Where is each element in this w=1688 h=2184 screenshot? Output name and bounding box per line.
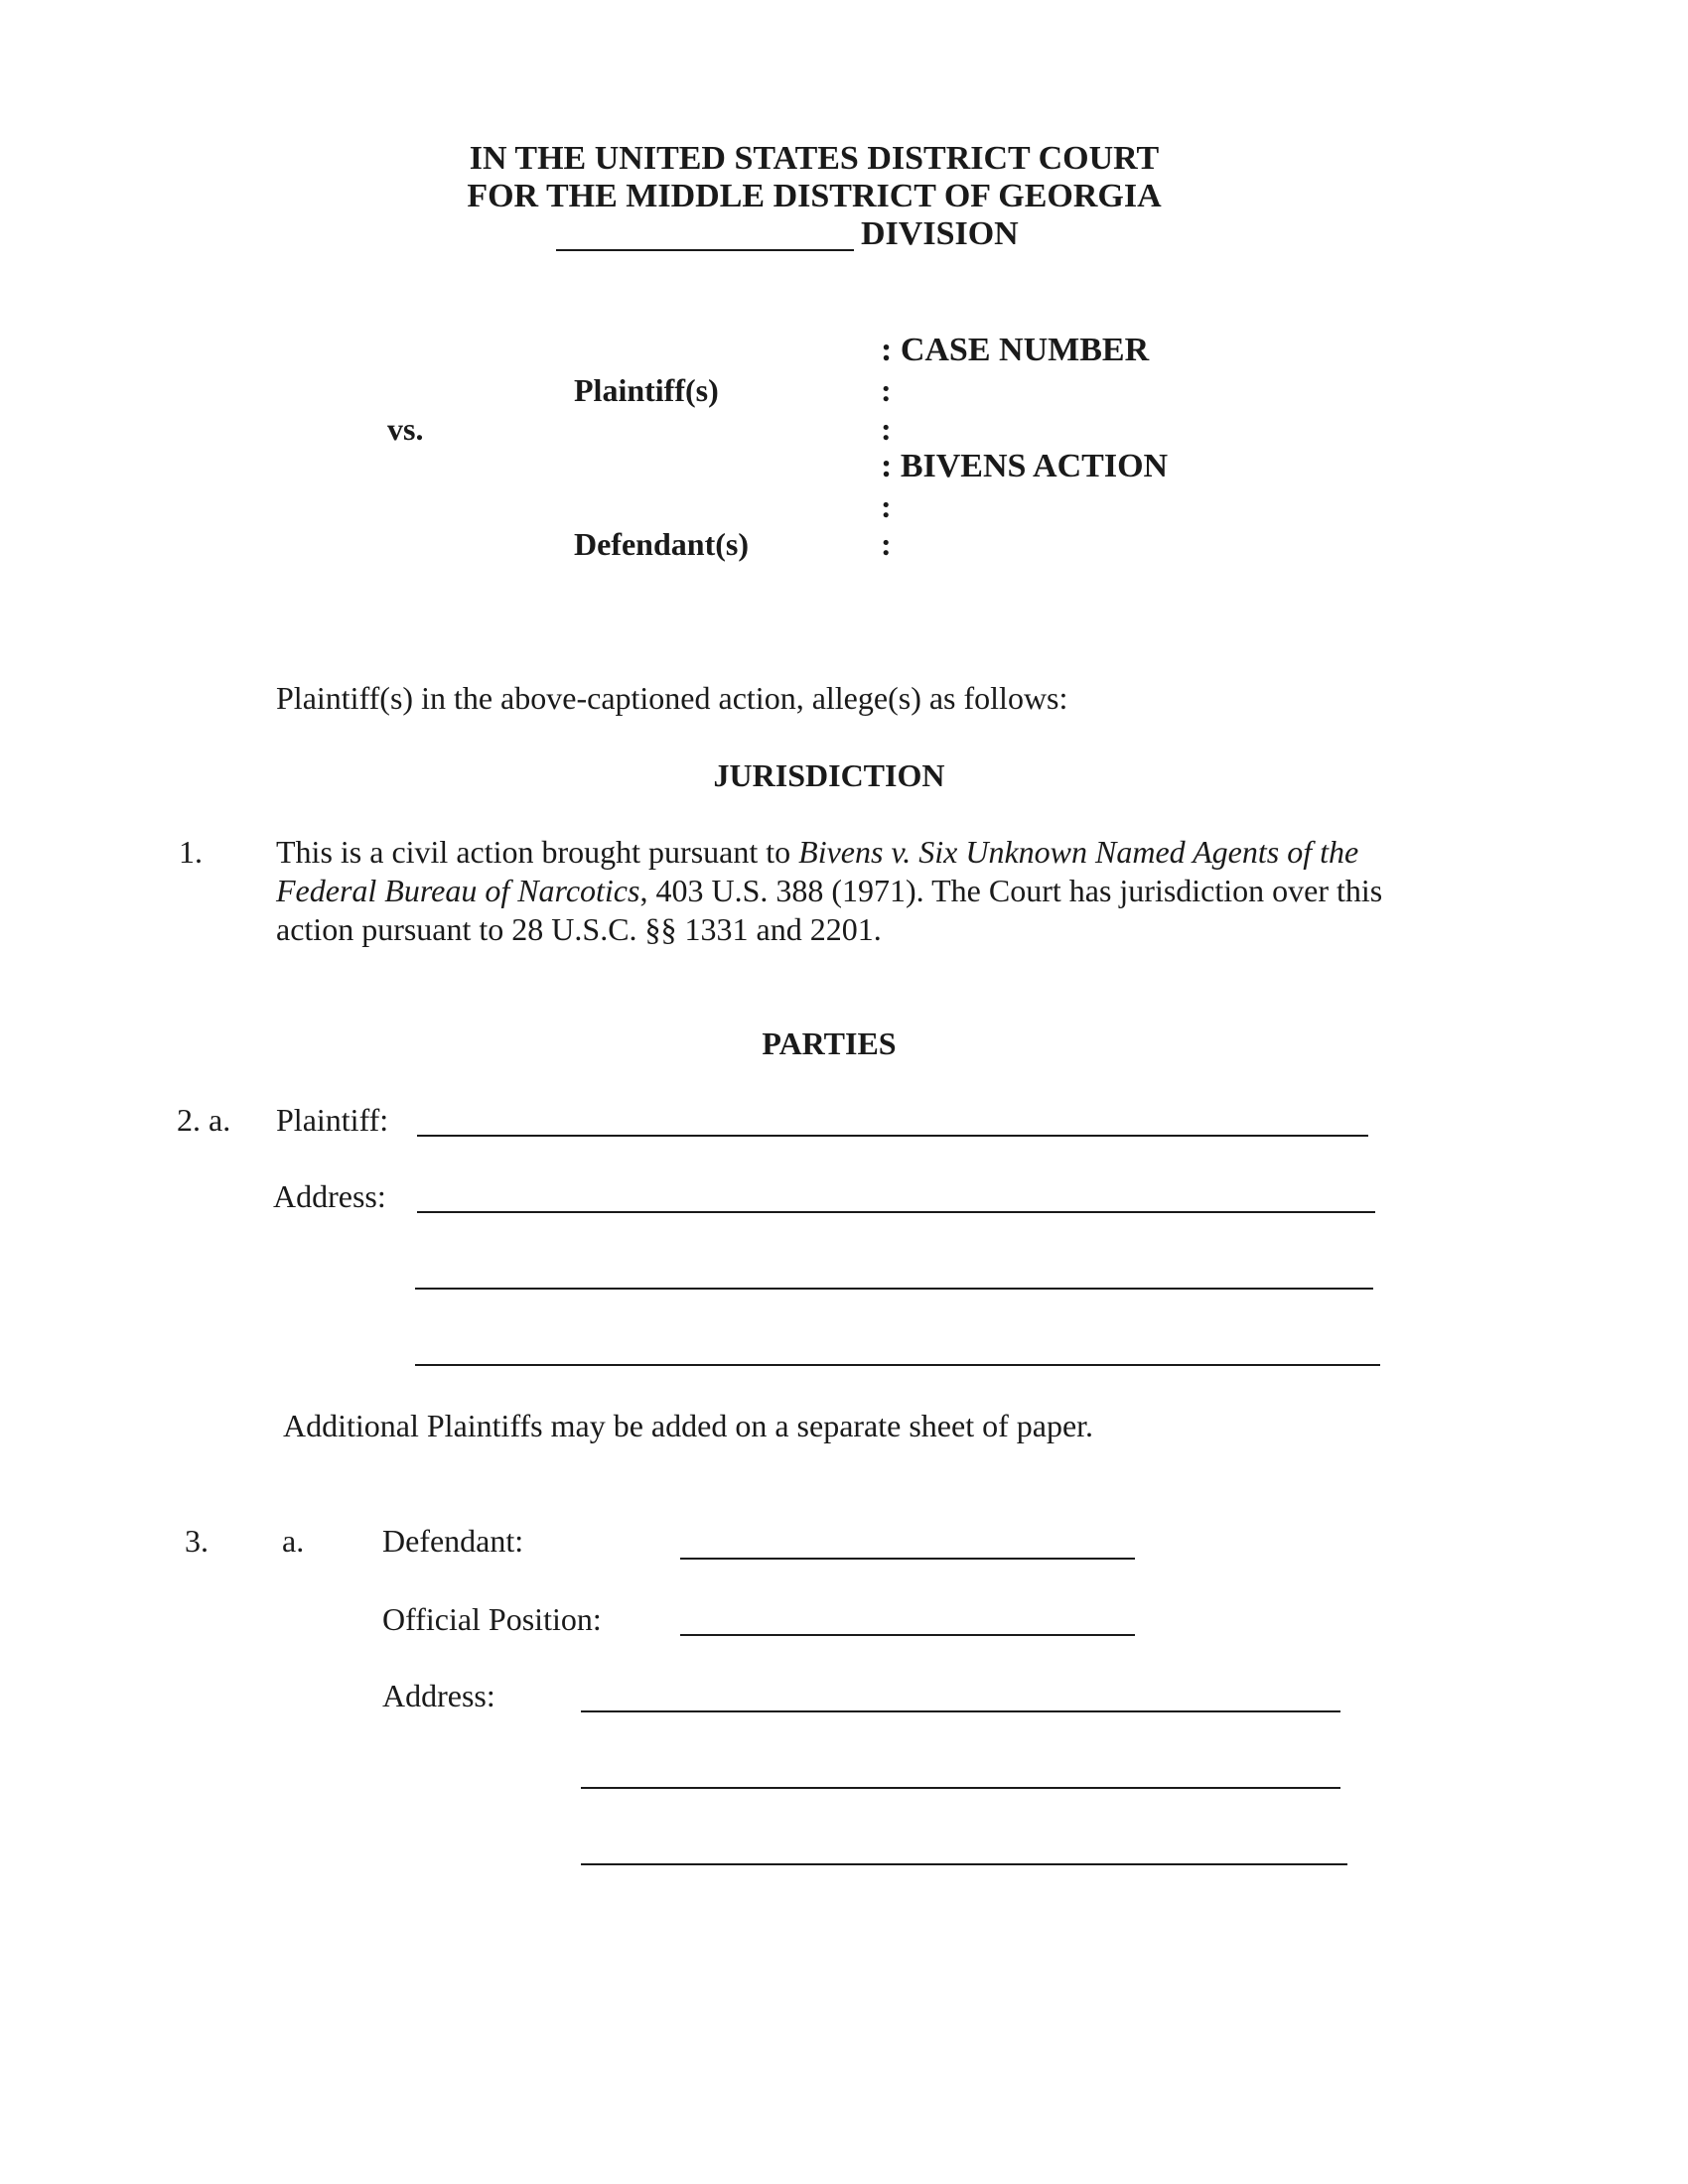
plaintiff-name-field[interactable]	[417, 1135, 1368, 1137]
plaintiff-address-field-3[interactable]	[415, 1364, 1380, 1366]
plaintiff-address-label: Address:	[273, 1178, 386, 1214]
court-title-line-2: FOR THE MIDDLE DISTRICT OF GEORGIA	[467, 178, 1162, 214]
defendant-address-field-2[interactable]	[581, 1787, 1340, 1789]
case-number-label: : CASE NUMBER	[881, 332, 1150, 368]
plaintiff-label: Plaintiff:	[276, 1102, 389, 1138]
caption-colon: :	[881, 372, 892, 408]
plaintiffs-label: Plaintiff(s)	[574, 372, 719, 408]
vs-label: vs.	[387, 411, 424, 447]
division-label: DIVISION	[861, 215, 1019, 252]
additional-plaintiffs-note: Additional Plaintiffs may be added on a separate sheet of paper.	[283, 1408, 1094, 1443]
intro-text: Plaintiff(s) in the above-captioned action, allege(s) as follows:	[276, 680, 1068, 716]
court-title-line-1: IN THE UNITED STATES DISTRICT COURT	[469, 140, 1160, 177]
defendant-name-field[interactable]	[680, 1558, 1135, 1560]
caption-colon: :	[881, 526, 892, 562]
official-position-label: Official Position:	[382, 1601, 602, 1637]
plaintiff-address-field-2[interactable]	[415, 1288, 1373, 1290]
defendant-address-label: Address:	[382, 1678, 495, 1713]
jurisdiction-line-1: This is a civil action brought pursuant to Bivens v. Six Unknown Named Agents of the	[276, 834, 1359, 870]
caption-colon: :	[881, 411, 892, 447]
division-blank[interactable]	[556, 249, 854, 251]
jurisdiction-line-3: action pursuant to 28 U.S.C. §§ 1331 and 2201.	[276, 911, 882, 947]
defendant-address-field-3[interactable]	[581, 1863, 1347, 1865]
caption-colon: :	[881, 488, 892, 524]
paragraph-3-sub: a.	[282, 1523, 305, 1559]
paragraph-3-number: 3.	[185, 1523, 209, 1559]
paragraph-1-number: 1.	[179, 834, 203, 870]
plaintiff-address-field-1[interactable]	[417, 1211, 1375, 1213]
official-position-field[interactable]	[680, 1634, 1135, 1636]
jurisdiction-heading: JURISDICTION	[713, 757, 945, 793]
parties-heading: PARTIES	[762, 1025, 897, 1061]
paragraph-2-number: 2. a.	[177, 1102, 231, 1138]
defendants-label: Defendant(s)	[574, 526, 749, 562]
defendant-label: Defendant:	[382, 1523, 524, 1559]
jurisdiction-line-2: Federal Bureau of Narcotics, 403 U.S. 388 (1971). The Court has jurisdiction over this	[276, 873, 1383, 908]
defendant-address-field-1[interactable]	[581, 1710, 1340, 1712]
bivens-action-label: : BIVENS ACTION	[881, 448, 1169, 484]
